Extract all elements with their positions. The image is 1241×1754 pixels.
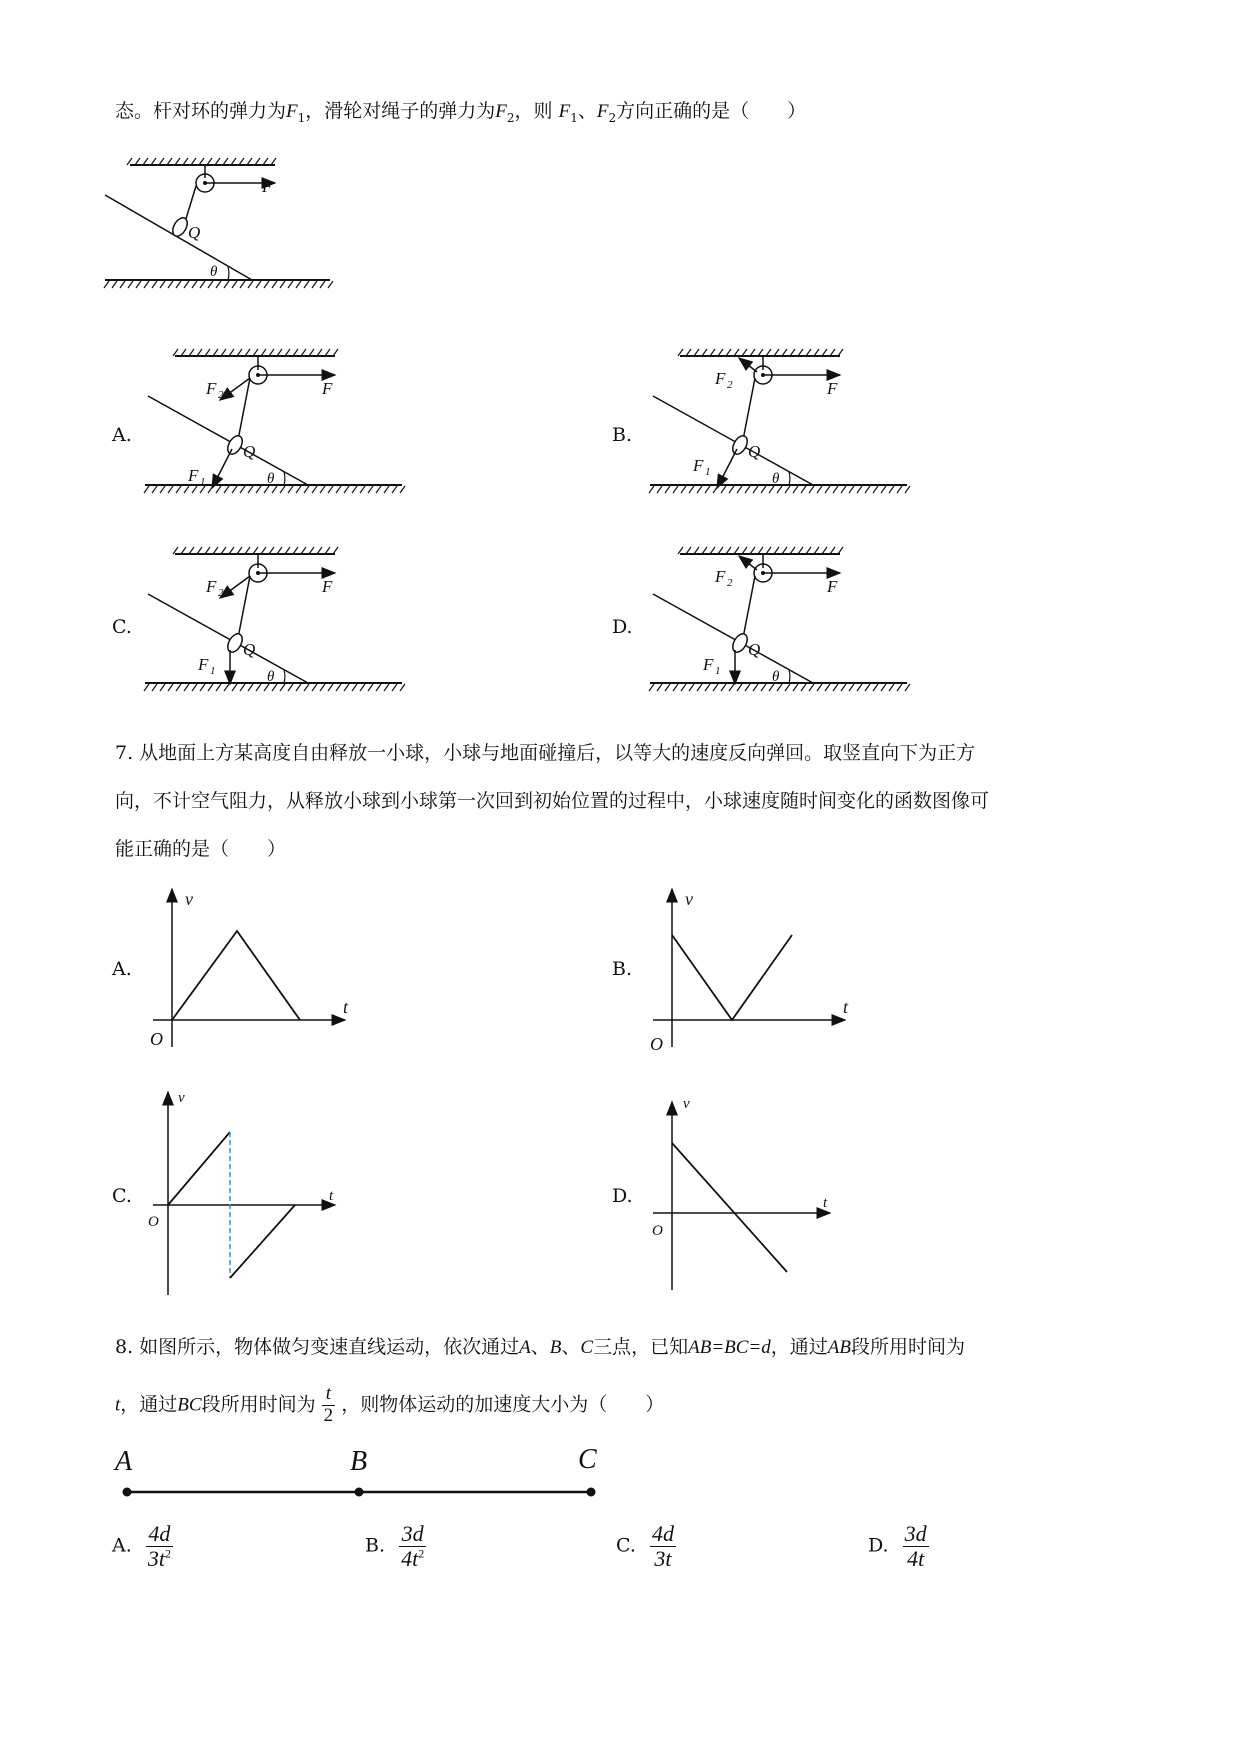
q6d-label-f: F [827, 577, 838, 596]
q8-bc: BC [177, 1394, 202, 1416]
q6-option-d-label[interactable]: D. [612, 616, 633, 638]
q8-line1-d: 段所用时间为 [851, 1336, 966, 1358]
q8-point-c-text: C [580, 1337, 594, 1358]
q8-frac-den: 2 [323, 1404, 334, 1426]
q8-line1-a: 8. 如图所示，物体做匀变速直线运动，依次通过 [115, 1336, 520, 1358]
q6c-label-q: Q [243, 640, 256, 659]
q8-line2-b: ，通过 [120, 1393, 178, 1416]
q6a-label-f: F [322, 379, 333, 398]
q7b-axis-t: t [843, 997, 849, 1017]
q8-option-d[interactable] [868, 1522, 929, 1571]
q8-option-a-den: 3t [147, 1546, 165, 1572]
q7-graph-a[interactable] [145, 875, 365, 1060]
q8-point-c-label: C [578, 1444, 597, 1475]
q8-option-c-num: 4d [651, 1521, 674, 1546]
q7-line-3: 能正确的是（ ） [115, 838, 287, 860]
q7d-axis-t: t [823, 1195, 828, 1211]
q8-option-d-label: D. [868, 1534, 889, 1557]
q6-f2-b-sub: 2 [608, 110, 617, 125]
q8-sep-2: 、 [561, 1336, 581, 1358]
q6a-label-f2-sub: 2 [218, 389, 224, 401]
q6-f2-b: F [596, 101, 609, 122]
q6-stem-sep: 、 [577, 100, 597, 122]
q6-f1: F [286, 101, 298, 122]
q6-option-c-figure[interactable] [140, 546, 410, 716]
q6-main-label-q: Q [188, 223, 201, 242]
q7-option-a-label[interactable]: A. [112, 958, 132, 980]
q6-option-a-figure[interactable] [140, 348, 410, 518]
q6a-label-f1: F [188, 466, 199, 485]
q8-line2-t: t [115, 1394, 121, 1416]
q8-option-a-num: 4d [146, 1522, 173, 1547]
q7a-axis-v: v [185, 889, 193, 909]
q6d-label-f1: F [703, 655, 714, 674]
q8-option-c[interactable] [616, 1522, 676, 1571]
q8-option-c-label: C. [616, 1534, 636, 1557]
q7c-origin: O [148, 1214, 159, 1230]
q6-option-c-label[interactable]: C. [112, 616, 132, 638]
q6-stem-suffix: 方向正确的是（ ） [616, 100, 807, 122]
q6-f1-sub: 1 [297, 110, 306, 125]
q8-point-a-text: A [519, 1337, 531, 1358]
q8-point-b-label: B [350, 1446, 368, 1477]
q6b-label-q: Q [748, 442, 761, 461]
q7-option-b-label[interactable]: B. [612, 958, 633, 980]
q8-point-b-text: B [549, 1337, 562, 1358]
q8-option-b-fraction [399, 1522, 426, 1571]
q7a-axis-t: t [343, 997, 349, 1017]
q8-line2-d: ，则物体运动的加速度大小为（ ） [341, 1393, 665, 1416]
q8-option-c-den: 3t [654, 1546, 672, 1572]
q8-line2-c: 段所用时间为 [201, 1393, 316, 1416]
q6c-label-f2: F [206, 577, 217, 596]
q6d-label-f2: F [715, 567, 726, 586]
q6-option-a-label[interactable]: A. [112, 424, 132, 446]
q7d-axis-v: v [683, 1096, 690, 1112]
q7d-origin: O [652, 1223, 663, 1239]
q6b-label-f: F [827, 379, 838, 398]
q8-option-b-den: 4t [401, 1546, 419, 1572]
q6a-label-f2: F [206, 379, 217, 398]
q6c-label-f1-sub: 1 [210, 665, 216, 677]
q8-option-a-sup: 2 [164, 1546, 171, 1561]
q8-line1-b: 三点，已知 [593, 1336, 689, 1358]
q8-point-a-label: A [115, 1446, 133, 1477]
q6c-label-f2-sub: 2 [218, 587, 224, 599]
q6-main-figure [100, 150, 350, 300]
q7-graph-d[interactable] [645, 1090, 865, 1310]
q8-option-d-num: 3d [904, 1521, 927, 1546]
q8-sep-1: 、 [530, 1336, 550, 1358]
q7b-axis-v: v [685, 889, 693, 909]
q6-f2: F [495, 101, 507, 122]
q7-graph-b[interactable] [645, 875, 865, 1060]
q6-option-b-figure[interactable] [645, 348, 915, 518]
q8-line1-c: ，通过 [770, 1336, 828, 1358]
q6-stem [115, 96, 806, 125]
q8-fraction-t-over-2 [322, 1384, 336, 1427]
q6d-label-q: Q [748, 640, 761, 659]
q6b-label-f1: F [693, 456, 704, 475]
q8-ab: AB [827, 1337, 851, 1358]
q6b-label-theta: θ [772, 471, 780, 487]
q8-option-a-fraction [146, 1522, 173, 1571]
q8-option-b-label: B. [365, 1534, 386, 1557]
q6-f1-b-sub: 1 [570, 110, 578, 125]
q7c-axis-t: t [329, 1188, 334, 1204]
q8-option-c-fraction [650, 1522, 676, 1571]
q6a-label-theta: θ [267, 471, 275, 487]
q6a-label-q: Q [243, 442, 256, 461]
q8-option-d-den: 4t [907, 1546, 925, 1572]
q7c-axis-v: v [178, 1090, 185, 1106]
q8-option-a[interactable] [112, 1522, 173, 1571]
q8-frac-num: t [322, 1384, 336, 1406]
q8-equation: AB=BC=d [688, 1337, 771, 1358]
q6c-label-f1: F [198, 655, 209, 674]
q8-option-b[interactable] [365, 1522, 426, 1571]
q6c-label-f: F [322, 577, 333, 596]
q7-option-d-label[interactable]: D. [612, 1185, 633, 1207]
q8-option-b-num: 3d [399, 1522, 426, 1547]
q6c-label-theta: θ [267, 669, 275, 685]
q8-option-b-sup: 2 [418, 1546, 425, 1561]
q6-f2-sub: 2 [506, 110, 515, 125]
q6-stem-mid1: ，滑轮对绳子的弹力为 [305, 100, 496, 122]
q6b-label-f2: F [715, 369, 726, 388]
q8-segment-diagram [110, 1440, 610, 1510]
q7-line-2: 向，不计空气阻力，从释放小球到小球第一次回到初始位置的过程中，小球速度随时间变化的函数图像可 [115, 790, 990, 812]
q8-line-1 [115, 1332, 965, 1359]
q6-stem-prefix: 态。杆对环的弹力为 [115, 100, 287, 122]
q6-option-b-label[interactable]: B. [612, 424, 633, 446]
q6b-label-f1-sub: 1 [705, 466, 711, 478]
q7-option-c-label[interactable]: C. [112, 1185, 132, 1207]
q8-line-2 [115, 1384, 664, 1427]
q6-main-label-theta: θ [210, 264, 218, 280]
q6d-label-f2-sub: 2 [727, 577, 733, 589]
q7-graph-c[interactable] [145, 1080, 365, 1300]
q6a-label-f1-sub: 1 [200, 476, 206, 488]
q6-option-d-figure[interactable] [645, 546, 915, 716]
q6-f1-b: F [558, 101, 571, 122]
q8-option-a-label: A. [112, 1534, 132, 1557]
q7-line-1: 7. 从地面上方某高度自由释放一小球，小球与地面碰撞后，以等大的速度反向弹回。取竖直向下为正方 [115, 742, 976, 764]
q6d-label-f1-sub: 1 [715, 665, 721, 677]
q6b-label-f2-sub: 2 [727, 379, 733, 391]
q7a-origin: O [150, 1029, 163, 1049]
q8-option-d-fraction [903, 1522, 929, 1571]
q7b-origin: O [650, 1034, 663, 1054]
q6-stem-mid2: ，则 [514, 100, 553, 122]
q6-main-label-f: F [262, 177, 273, 196]
q6d-label-theta: θ [772, 669, 780, 685]
